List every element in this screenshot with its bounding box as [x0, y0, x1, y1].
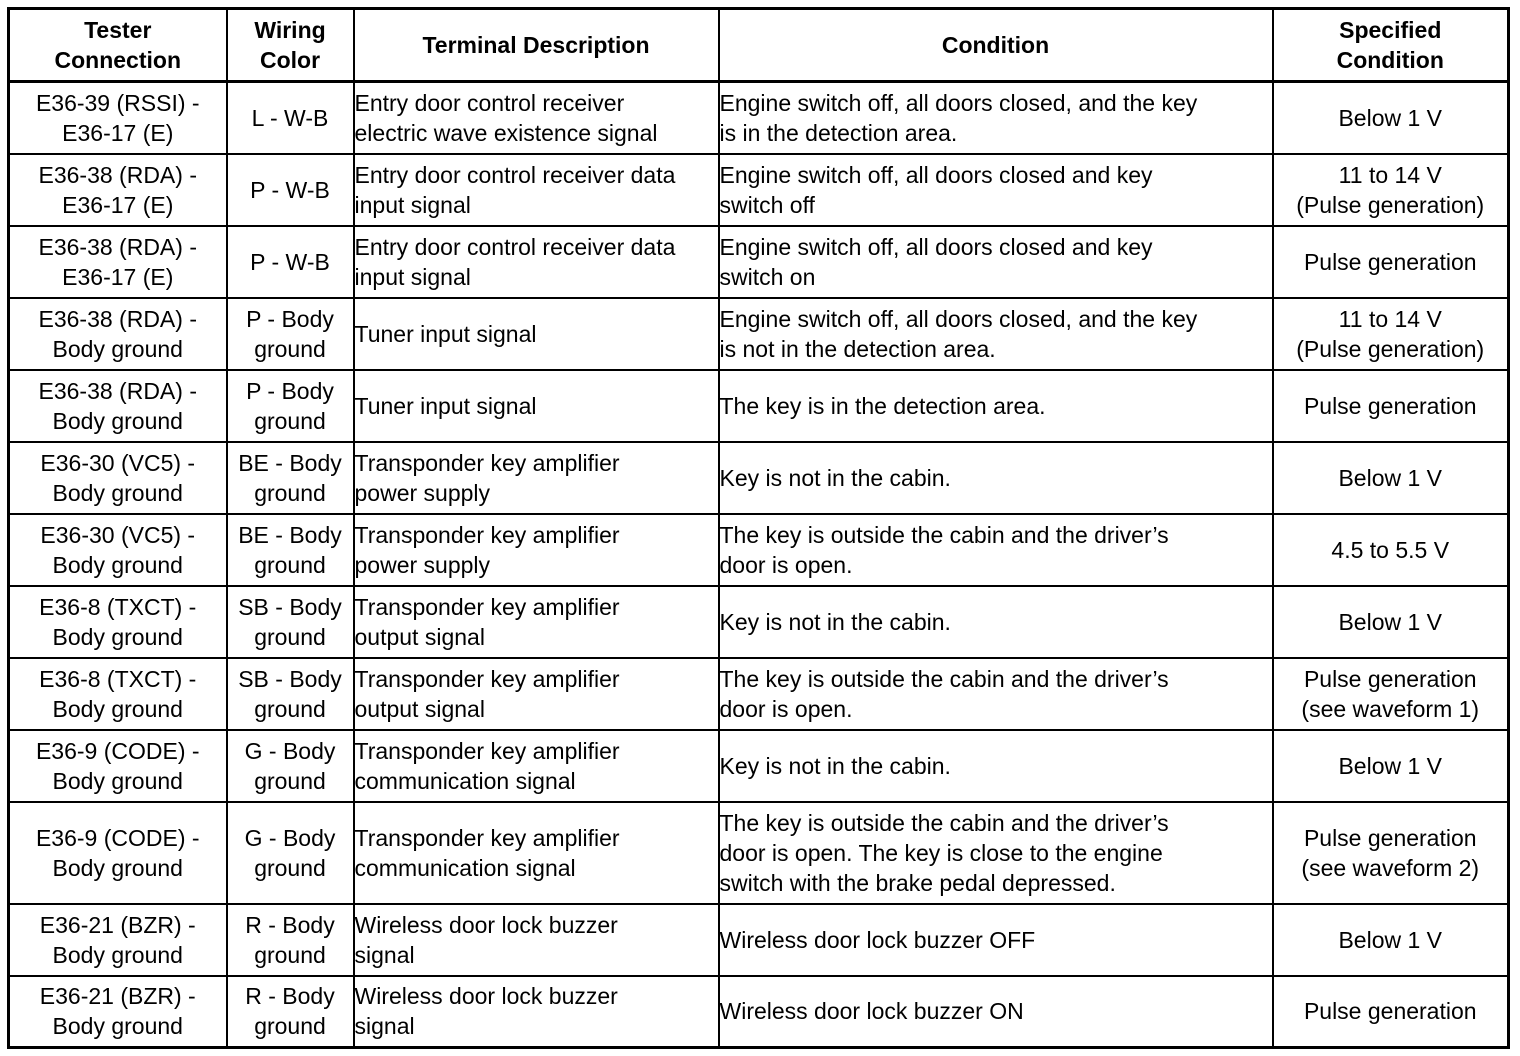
cell-line: E36-8 (TXCT) -: [39, 593, 197, 620]
table-row: [9, 730, 1509, 802]
cell-specified-condition: [1273, 658, 1509, 730]
table-row: [9, 226, 1509, 298]
cell-wiring-color: [227, 82, 354, 154]
cell-line: Entry door control receiver: [354, 89, 625, 116]
cell-condition: [719, 976, 1273, 1048]
cell-terminal-description: [354, 586, 719, 658]
cell-condition: [719, 370, 1273, 442]
cell-line: door is open. The key is close to the engine: [719, 839, 1163, 866]
cell-line: The key is in the detection area.: [719, 392, 1046, 419]
cell-line: Body ground: [52, 941, 183, 968]
cell-line: SB - Body: [238, 593, 342, 620]
cell-line: switch on: [719, 263, 816, 290]
cell-line: Transponder key amplifier: [354, 665, 620, 692]
cell-specified-condition: [1273, 370, 1509, 442]
cell-line: door is open.: [719, 551, 853, 578]
cell-line: ground: [254, 551, 326, 578]
cell-line: Key is not in the cabin.: [719, 464, 951, 491]
cell-wiring-color: [227, 514, 354, 586]
cell-wiring-color: [227, 370, 354, 442]
cell-line: (Pulse generation): [1296, 191, 1485, 218]
cell-line: ground: [254, 479, 326, 506]
cell-line: power supply: [354, 551, 491, 578]
cell-line: is not in the detection area.: [719, 335, 996, 362]
cell-line: Tester: [84, 17, 152, 43]
table-row: [9, 298, 1509, 370]
cell-line: E36-8 (TXCT) -: [39, 665, 197, 692]
cell-line: ground: [254, 695, 326, 722]
cell-line: Body ground: [52, 623, 183, 650]
cell-line: Tuner input signal: [354, 392, 537, 419]
cell-condition: [719, 586, 1273, 658]
cell-wiring-color: [227, 586, 354, 658]
cell-wiring-color: [227, 730, 354, 802]
cell-line: Engine switch off, all doors closed, and the key: [719, 305, 1198, 332]
cell-tester-connection: [9, 514, 227, 586]
table-row: [9, 370, 1509, 442]
cell-line: R - Body: [245, 983, 335, 1010]
cell-specified-condition: [1273, 514, 1509, 586]
cell-line: signal: [354, 1013, 415, 1040]
cell-tester-connection: [9, 154, 227, 226]
cell-line: SB - Body: [238, 665, 342, 692]
cell-line: (see waveform 1): [1301, 695, 1480, 722]
cell-condition: [719, 802, 1273, 904]
cell-line: E36-30 (VC5) -: [40, 449, 196, 476]
cell-terminal-description: [354, 442, 719, 514]
cell-tester-connection: [9, 298, 227, 370]
header-condition: [719, 9, 1273, 82]
cell-specified-condition: [1273, 802, 1509, 904]
cell-line: E36-30 (VC5) -: [40, 521, 196, 548]
cell-line: Body ground: [52, 1013, 183, 1040]
cell-line: power supply: [354, 479, 491, 506]
cell-line: Body ground: [52, 854, 183, 881]
cell-tester-connection: [9, 442, 227, 514]
cell-line: ground: [254, 335, 326, 362]
cell-wiring-color: [227, 658, 354, 730]
cell-terminal-description: [354, 658, 719, 730]
cell-line: The key is outside the cabin and the driver’s: [719, 665, 1169, 692]
cell-line: E36-38 (RDA) -: [38, 233, 197, 260]
cell-line: Engine switch off, all doors closed and key: [719, 233, 1153, 260]
cell-line: Body ground: [52, 407, 183, 434]
cell-line: Entry door control receiver data: [354, 161, 676, 188]
cell-line: L - W-B: [251, 104, 329, 131]
cell-line: (Pulse generation): [1296, 335, 1485, 362]
cell-line: Below 1 V: [1338, 608, 1443, 635]
cell-line: E36-17 (E): [62, 119, 174, 146]
cell-line: switch off: [719, 191, 815, 218]
cell-line: electric wave existence signal: [354, 119, 658, 146]
cell-line: input signal: [354, 263, 471, 290]
terminal-spec-table: [7, 7, 1510, 1049]
cell-condition: [719, 442, 1273, 514]
cell-terminal-description: [354, 730, 719, 802]
cell-line: P - W-B: [250, 176, 330, 203]
cell-line: Pulse generation: [1303, 248, 1477, 275]
cell-line: Engine switch off, all doors closed, and the key: [719, 89, 1198, 116]
cell-line: E36-39 (RSSI) -: [35, 89, 200, 116]
cell-terminal-description: [354, 226, 719, 298]
cell-line: Body ground: [52, 767, 183, 794]
cell-tester-connection: [9, 226, 227, 298]
cell-line: E36-9 (CODE) -: [35, 824, 200, 851]
cell-condition: [719, 226, 1273, 298]
cell-terminal-description: [354, 298, 719, 370]
cell-line: signal: [354, 941, 415, 968]
cell-line: E36-21 (BZR) -: [39, 911, 196, 938]
cell-line: Pulse generation: [1303, 665, 1477, 692]
cell-specified-condition: [1273, 904, 1509, 976]
cell-line: Transponder key amplifier: [354, 737, 620, 764]
cell-tester-connection: [9, 904, 227, 976]
cell-line: BE - Body: [238, 521, 342, 548]
table-header-row: [9, 9, 1509, 82]
cell-line: E36-38 (RDA) -: [38, 305, 197, 332]
cell-line: G - Body: [244, 737, 336, 764]
cell-line: ground: [254, 1013, 326, 1040]
table-body: [9, 82, 1509, 1048]
cell-line: Wireless door lock buzzer OFF: [719, 926, 1036, 953]
cell-line: E36-38 (RDA) -: [38, 377, 197, 404]
table-row: [9, 586, 1509, 658]
cell-line: Entry door control receiver data: [354, 233, 676, 260]
cell-specified-condition: [1273, 298, 1509, 370]
cell-line: Below 1 V: [1338, 464, 1443, 491]
cell-wiring-color: [227, 154, 354, 226]
cell-line: G - Body: [244, 824, 336, 851]
cell-specified-condition: [1273, 154, 1509, 226]
cell-terminal-description: [354, 370, 719, 442]
cell-line: (see waveform 2): [1301, 854, 1480, 881]
cell-line: The key is outside the cabin and the driver’s: [719, 521, 1169, 548]
cell-line: BE - Body: [238, 449, 342, 476]
table-row: [9, 82, 1509, 154]
cell-condition: [719, 730, 1273, 802]
cell-terminal-description: [354, 904, 719, 976]
cell-wiring-color: [227, 298, 354, 370]
cell-specified-condition: [1273, 442, 1509, 514]
cell-line: 11 to 14 V: [1338, 305, 1442, 332]
cell-condition: [719, 514, 1273, 586]
cell-line: Body ground: [52, 335, 183, 362]
cell-line: switch with the brake pedal depressed.: [719, 869, 1116, 896]
table-row: [9, 802, 1509, 904]
cell-line: P - W-B: [250, 248, 330, 275]
cell-wiring-color: [227, 442, 354, 514]
cell-line: communication signal: [354, 854, 576, 881]
cell-line: Transponder key amplifier: [354, 449, 620, 476]
cell-terminal-description: [354, 802, 719, 904]
cell-wiring-color: [227, 226, 354, 298]
cell-line: Color: [259, 47, 321, 73]
cell-tester-connection: [9, 976, 227, 1048]
cell-terminal-description: [354, 82, 719, 154]
cell-line: E36-9 (CODE) -: [35, 737, 200, 764]
cell-condition: [719, 82, 1273, 154]
cell-condition: [719, 904, 1273, 976]
cell-line: Key is not in the cabin.: [719, 608, 951, 635]
cell-condition: [719, 658, 1273, 730]
cell-tester-connection: [9, 730, 227, 802]
cell-line: Transponder key amplifier: [354, 824, 620, 851]
cell-line: ground: [254, 407, 326, 434]
cell-specified-condition: [1273, 82, 1509, 154]
cell-specified-condition: [1273, 730, 1509, 802]
table-row: [9, 154, 1509, 226]
cell-line: Transponder key amplifier: [354, 521, 620, 548]
cell-line: Body ground: [52, 551, 183, 578]
cell-line: Terminal Description: [422, 32, 650, 58]
table-row: [9, 976, 1509, 1048]
cell-tester-connection: [9, 370, 227, 442]
cell-terminal-description: [354, 514, 719, 586]
cell-line: E36-17 (E): [62, 263, 174, 290]
cell-wiring-color: [227, 976, 354, 1048]
cell-wiring-color: [227, 904, 354, 976]
cell-line: Below 1 V: [1338, 926, 1443, 953]
cell-line: communication signal: [354, 767, 576, 794]
cell-line: R - Body: [245, 911, 335, 938]
header-tester-connection: [9, 9, 227, 82]
cell-line: ground: [254, 941, 326, 968]
cell-line: Engine switch off, all doors closed and key: [719, 161, 1153, 188]
cell-line: Condition: [1336, 47, 1444, 73]
cell-line: The key is outside the cabin and the driver’s: [719, 809, 1169, 836]
cell-line: Wiring: [254, 17, 326, 43]
cell-specified-condition: [1273, 586, 1509, 658]
cell-line: E36-17 (E): [62, 191, 174, 218]
cell-line: ground: [254, 623, 326, 650]
cell-line: output signal: [354, 623, 485, 650]
cell-line: Connection: [54, 47, 181, 73]
cell-condition: [719, 154, 1273, 226]
cell-line: 4.5 to 5.5 V: [1331, 536, 1450, 563]
cell-line: Specified: [1339, 17, 1442, 43]
cell-line: input signal: [354, 191, 471, 218]
header-terminal-description: [354, 9, 719, 82]
cell-tester-connection: [9, 658, 227, 730]
cell-line: E36-21 (BZR) -: [39, 983, 196, 1010]
cell-specified-condition: [1273, 976, 1509, 1048]
header-specified-condition: [1273, 9, 1509, 82]
cell-line: Below 1 V: [1338, 104, 1443, 131]
cell-tester-connection: [9, 802, 227, 904]
cell-line: Wireless door lock buzzer: [354, 983, 618, 1010]
cell-wiring-color: [227, 802, 354, 904]
cell-line: Pulse generation: [1303, 998, 1477, 1025]
table-row: [9, 442, 1509, 514]
cell-line: ground: [254, 767, 326, 794]
cell-line: Wireless door lock buzzer: [354, 911, 618, 938]
cell-line: Wireless door lock buzzer ON: [719, 998, 1024, 1025]
cell-line: Key is not in the cabin.: [719, 752, 951, 779]
cell-terminal-description: [354, 976, 719, 1048]
cell-specified-condition: [1273, 226, 1509, 298]
cell-line: Body ground: [52, 479, 183, 506]
cell-line: Pulse generation: [1303, 392, 1477, 419]
cell-line: Tuner input signal: [354, 320, 537, 347]
cell-line: P - Body: [246, 377, 334, 404]
cell-tester-connection: [9, 82, 227, 154]
table-row: [9, 904, 1509, 976]
table-row: [9, 658, 1509, 730]
cell-line: E36-38 (RDA) -: [38, 161, 197, 188]
cell-line: Pulse generation: [1303, 824, 1477, 851]
cell-line: is in the detection area.: [719, 119, 958, 146]
table-row: [9, 514, 1509, 586]
cell-condition: [719, 298, 1273, 370]
cell-line: output signal: [354, 695, 485, 722]
cell-line: door is open.: [719, 695, 853, 722]
cell-terminal-description: [354, 154, 719, 226]
cell-line: ground: [254, 854, 326, 881]
cell-line: Condition: [941, 32, 1050, 58]
cell-line: Transponder key amplifier: [354, 593, 620, 620]
cell-line: Body ground: [52, 695, 183, 722]
cell-line: 11 to 14 V: [1338, 161, 1442, 188]
cell-tester-connection: [9, 586, 227, 658]
header-wiring-color: [227, 9, 354, 82]
cell-line: Below 1 V: [1338, 752, 1443, 779]
cell-line: P - Body: [246, 305, 334, 332]
